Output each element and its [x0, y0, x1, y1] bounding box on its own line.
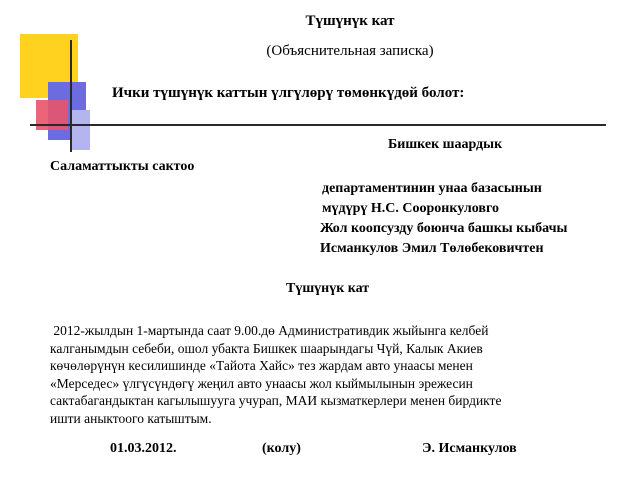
- addressee-line-6: Исманкулов Эмил Төлөбековичтен: [320, 241, 544, 256]
- body-line: калганымдын себеби, ошол убакта Бишкек шаарындагы Чүй, Калык Акиев: [50, 340, 483, 356]
- body-line: ишти аныктоого катыштым.: [50, 410, 212, 426]
- addressee-line-1: Бишкек шаардык: [388, 137, 503, 152]
- letter-heading: Түшүнүк кат: [286, 281, 370, 296]
- decor-horizontal-line: [30, 124, 606, 126]
- addressee-line-3: департаментинин унаа базасынын: [322, 181, 542, 196]
- decor-lavender-block: [70, 110, 90, 150]
- addressee-line-4: мүдүрү Н.С. Cооронкуловго: [322, 201, 499, 216]
- intro-line: Ички түшүнүк каттын үлгүлөрү төмөнкүдөй болот:: [112, 85, 465, 101]
- footer-name: Э. Исманкулов: [422, 441, 517, 456]
- decor-vertical-line: [70, 40, 72, 152]
- footer-date: 01.03.2012.: [110, 441, 177, 456]
- letter-body: [50, 322, 590, 427]
- footer-signature: (колу): [262, 441, 301, 456]
- document-title: Түшүнүк кат: [305, 13, 395, 29]
- document-subtitle: (Объяснительная записка): [266, 43, 434, 59]
- body-line: 2012-жылдын 1-мартында саат 9.00.дө Административдик жыйынга келбей: [50, 323, 489, 338]
- body-line: көчөлөрүнүн кесилишинде «Тайота Хайс» тез жардам авто унаасы менен: [50, 358, 473, 373]
- addressee-line-2: Саламаттыкты сактоо: [50, 159, 195, 174]
- body-line: «Мерседес» үлгүсүндөгү жеңил авто унаасы жол кыймылынын эрежесин: [50, 375, 473, 391]
- body-line: сактабагандыктан кагылышууга учурап, МАИ кызматкерлери менен бирдикте: [50, 393, 502, 408]
- addressee-line-5: Жол коопсузду боюнча башкы кыбачы: [320, 221, 568, 236]
